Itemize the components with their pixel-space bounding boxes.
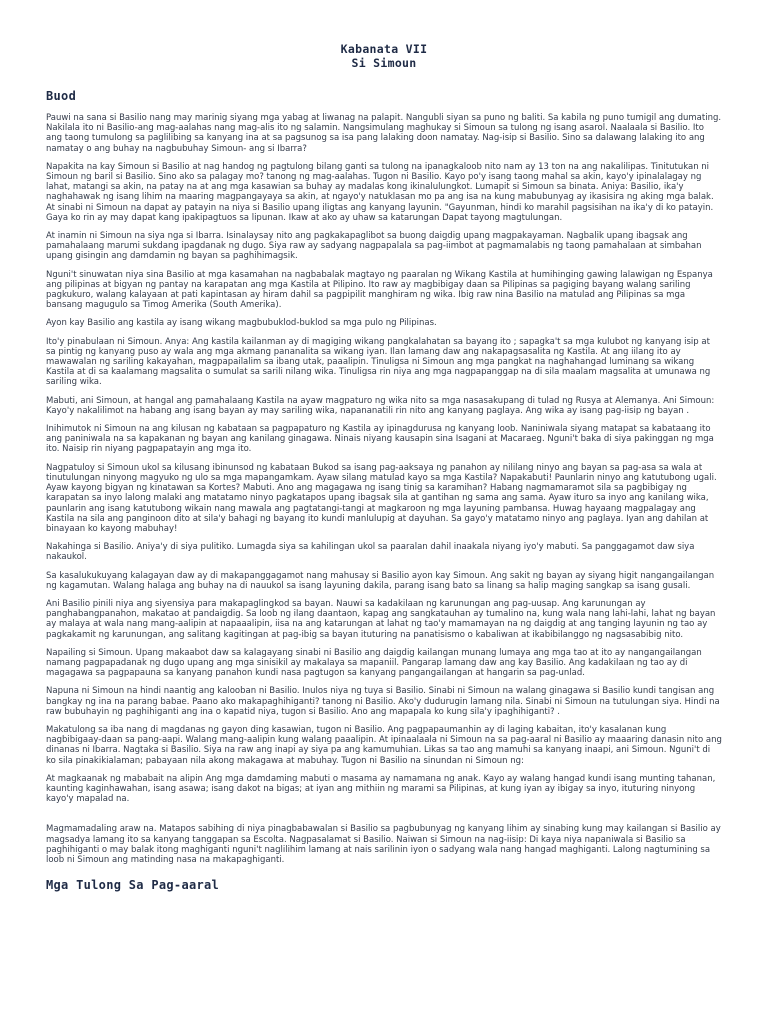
paragraph: Makatulong sa iba nang di magdanas ng gayon ding kasawian, tugon ni Basilio. Ang pagpapaumanhin ay di laging kabaitan, ito'y kasalanan kung nagbibigaay-daan sa pang-aapi. Walang mang-aalipin kung walang paaalipin. At ipinaalaala ni Simoun na sa pag-aaral ni Basilio ay maaaring danasin nito ang dinanas ni Ibarra. Nagtaka si Basilio. Siya na raw ang inapi ay siya pa ang kamumuhian. Likas sa tao ang mamuhi sa kanyang inaapi, ani Simoun. Nguni't di ko sila pinakikialaman; pabayaan nila akong makagawa at mabuhay. Tugon ni Basilio na sinundan ni Simoun ng: <box>46 724 722 766</box>
paragraph: Nagpatuloy si Simoun ukol sa kilusang ibinunsod ng kabataan Bukod sa isang pag-aaksaya ng panahon ay nililang ninyo ang bayan sa pag-asa sa wala at tinutulungan ninyong magyuko ng ulo sa mga mapangamkam. Ayaw silang matulad kayo sa mga Kastila? Napakabuti! Paunlarin ninyo ang katutubong ugali. Ayaw kayong bigyan ng kinatawan sa Kortes? Mabuti. Ano ang magagawa ng isang tinig sa karamihan? Habang nagmamaramot sila sa pagbibigay ng karapatan sa inyo lalong malaki ang matatamo ninyo pagkatapos upang ibagsak sila at gantihan ng sama ang sama. Ayaw ituro sa inyo ang kanilang wika, paunlarin ang isang katutubong wikain nang mawala ang pagtatangi-tangi at magkaroon ng mga layuning pambansa. Huwag hayaang magpalagay ang Kastila na sila ang panginoon dito at sila'y bahagi ng bayang ito kundi manlulupig at dayuhan. Sa gayo'y matatamo ninyo ang paglaya. Iyan ang dahilan at binayaan ko kayong mabuhay! <box>46 462 717 534</box>
paragraph: Inihimutok ni Simoun na ang kilusan ng kabataan sa pagpapaturo ng Kastila ay ipinagdurusa ng kanyang loob. Naniniwala siyang matapat sa kabataang ito ang paniniwala na sa kapakanan ng bayan ang kanilang ginagawa. Ninais niyang kausapin sina Isagani at Macaraeg. Nguni't baka di siya pakinggan ng mga ito. Naisip rin niyang pagpapatayin ang mga ito. <box>46 424 714 455</box>
paragraph: Nguni't sinuwatan niya sina Basilio at mga kasamahan na nagbabalak magtayo ng paaralan ng Wikang Kastila at humihinging gawing lalawigan ng Espanya ang pilipinas at bigyan ng pantay na karapatan ang mga Kastila at Pilipino. Ito raw ay magbibigay daan sa Pilipinas sa pagiging bayang walang sariling pagkukuro, walang kalayaan at pati kapintasan ay hiram dahil sa pagpipilit manghiram ng wika. Ibig raw nina Basilio na matulad ang Pilipinas sa mga bansang magugulo sa Timog Amerika (South Amerika). <box>46 269 713 311</box>
paragraph: At magkaanak ng mababait na alipin Ang mga damdaming mabuti o masama ay namamana ng anak. Kayo ay walang hangad kundi isang munting tahanan, kaunting kaginhawahan, isang asawa; isang dakot na bigas; at iyan ang mithiin ng marami sa Pilipinas, at kung iyan ay ibigay sa inyo, ituturing ninyong kayo'y mapalad na. <box>46 773 716 805</box>
paragraph: Magmamadaling araw na. Matapos sabihing di niya pinagbabawalan si Basilio sa pagbubunyag ng kanyang lihim ay sinabing kung may kailangan si Basilio ay magsadya lamang ito sa kanyang tanggapan sa Escolta. Nagpasalamat si Basilio. Naiwan si Simoun na nag-iisip: Di kaya niya napaniwala si Basilio sa paghihiganti o may balak itong maghiganti nguni't naglilihim lamang at nais sarilinin iyon o sadyang wala nang hangad maghiganti. Lalong nagtumining sa loob ni Simoun ang matinding nasa na makapaghiganti. <box>46 824 721 865</box>
paragraph: Nakahinga si Basilio. Aniya'y di siya pulitiko. Lumagda siya sa kahilingan ukol sa paaralan dahil inaakala niyang iyo'y mabuti. Sa panggagamot daw siya nakaukol. <box>46 542 695 563</box>
paragraph: At inamin ni Simoun na siya nga si Ibarra. Isinalaysay nito ang pagkakapaglibot sa buong daigdig upang magpakayaman. Nagbalik upang ibagsak ang pamahalaang marumi sukdang ipagdanak ng dugo. Siya raw ay sadyang nagpapalala sa pag-iimbot at pagmamalabis ng taong pamahalaan at simbahan upang gisingin ang damdamin ng bayan sa paghihimagsik. <box>46 231 702 262</box>
paragraph: Ayon kay Basilio ang kastila ay isang wikang magbubuklod-buklod sa mga pulo ng Pilipinas. <box>46 318 437 329</box>
paragraph: Mabuti, ani Simoun, at hangal ang pamahalaang Kastila na ayaw magpaturo ng wika nito sa mga nasasakupang di tulad ng Rusya at Alemanya. Ani Simoun: Kayo'y nakalilimot na habang ang isang bayan ay may sariling wika, napananatili rin nito ang kanyang paglaya. Ang wika ay isang pag-iisip ng bayan . <box>46 395 715 416</box>
chapter-number: Kabanata VII <box>340 42 428 56</box>
paragraph: Ito'y pinabulaan ni Simoun. Anya: Ang kastila kailanman ay di magiging wikang pangkalahatan sa bayang ito ; sapagka't sa mga kulubot ng kanyang isip at sa pintig ng kanyang puso ay wala ang mga akmang pananalita sa wikang iyan. Ilan lamang daw ang nakapagsasalita ng Kastila. At ang iilang ito ay mawawalan ng sariling kakayahan, magpapailalim sa ibang utak, paaalipin. Tinuligsa ni Simoun ang mga pangkat na naghahangad luminang sa wikang Kastila at di sa kaalamang magsalita o sumulat sa sarili nilang wika. Tinuligsa rin niya ang mga nagpapanggap na di sila maalam magsalita at umunawa ng sariling wika. <box>46 336 711 388</box>
document-page <box>46 42 722 902</box>
section-heading-buod: Buod <box>46 89 77 103</box>
chapter-name: Si Simoun <box>351 56 417 70</box>
paragraph: Napakita na kay Simoun si Basilio at nag handog ng pagtulong bilang ganti sa tulong na ipanagkaloob nito nam ay 13 ton na ang nakalilipas. Tinitutukan ni Simoun ng baril si Basilio. Sino ako sa palagay mo? tanong ng mag-aalahas. Tugon ni Basilio. Kayo po'y isang taong mahal sa akin, kayo'y ipinalalagay ng lahat, matangi sa akin, na patay na at ang mga kasawian sa buhay ay madalas kong ikinalulungkot. Lumapit si Simoun sa binata. Aniya: Basilio, ika'y naghahawak ng isang lihim na maaring magpangayaya sa akin, at ngayo'y natuklasan mo pa ang isa na kung mabubunyag ay ikasisira ng aking mga balak. At sinabi ni Simoun na dapat ay patayin na niya si Basilio upang iligtas ang kanyang layunin. "Gayunman, hindi ko marahil pagsisihan na ika'y di ko patayin. Gaya ko rin ay may dapat kang ipakipagtuos sa lipunan. Ikaw at ako ay uhaw sa katarungan Dapat tayong magtulungan. <box>46 161 714 223</box>
paragraph: Pauwi na sana si Basilio nang may marinig siyang mga yabag at liwanag na palapit. Nangubli siyan sa puno ng baliti. Sa kabila ng puno tumigil ang dumating. Nakilala ito ni Basilio-ang mag-aalahas nang mag-alis ito ng salamin. Nangsimulang maghukay si Simoun sa tulong ng isang asarol. Naalaala si Basilio. Ito ang taong tumulong sa paglilibing sa kanyang ina at sa pagsunog sa isa pang lalaking doon namatay. Nag-isip si Basilio. Sino sa dalawang lalaking ito ang namatay o ang buhay na nagbubuhay Simoun- ang si Ibarra? <box>46 113 722 154</box>
section-heading-tulong: Mga Tulong Sa Pag-aaral <box>46 878 220 893</box>
paragraph: Ani Basilio pinili niya ang siyensiya para makapaglingkod sa bayan. Nauwi sa kadakilaan ng karunungan ang pag-uusap. Ang karunungan ay panghabangpanahon, makatao at pandaigdig. Sa loob ng ilang daantaon, kapag ang sangkatauhan ay tumalino na, kung wala nang lahi-lahi, lahat ng bayan ay malaya at wala nang mang-aalipin at napaaalipin, iisa na ang katarungan at lahat ng tao'y mamamayan na ng daigdig at ang tanging layunin ng tao ay pagkakamit ng karunungan, ang salitang kagitingan at pag-ibig sa bayan ituturing na panatisismo o kabaliwan at ikabibilanggo ng nagsasabibig nito. <box>46 598 716 640</box>
paragraph: Napuna ni Simoun na hindi naantig ang kalooban ni Basilio. Inulos niya ng tuya si Basilio. Sinabi ni Simoun na walang ginagawa si Basilio kundi tangisan ang bangkay ng ina na parang babae. Paano ako makapaghihiganti? tanong ni Basilio. Ako'y dudurugin lamang nila. Sinabi ni Simoun na tutulungan siya. Hindi na raw bubuhayin ng paghihiganti ang ina o kapatid niya, tugon si Basilio. Ano ang mapapala ko kung sila'y ipaghihiganti? . <box>46 686 720 717</box>
paragraph: Napailing si Simoun. Upang makaabot daw sa kalagayang sinabi ni Basilio ang daigdig kailangan munang lumaya ang mga tao at ito ay nangangailangan namang pagpapadanak ng dugo upang ang mga sinisikil ay makalaya sa mapaniil. Pangarap lamang daw ang kay Basilio. Ang kadakilaan ng tao ay di magagawa sa pagpapauna sa kanyang panahon kundi nasa pagtugon sa kanyang pangangailangan at hangarin sa pag-unlad. <box>46 647 702 679</box>
chapter-title <box>46 42 722 70</box>
paragraph: Sa kasalukukuyang kalagayan daw ay di makapanggagamot nang mahusay si Basilio ayon kay Simoun. Ang sakit ng bayan ay siyang higit nangangailangan ng kagamutan. Walang halaga ang buhay na di nauukol sa isang layuning dakila, parang isang bato sa linang sa halip maging sangkap sa isang gusali. <box>46 570 715 591</box>
